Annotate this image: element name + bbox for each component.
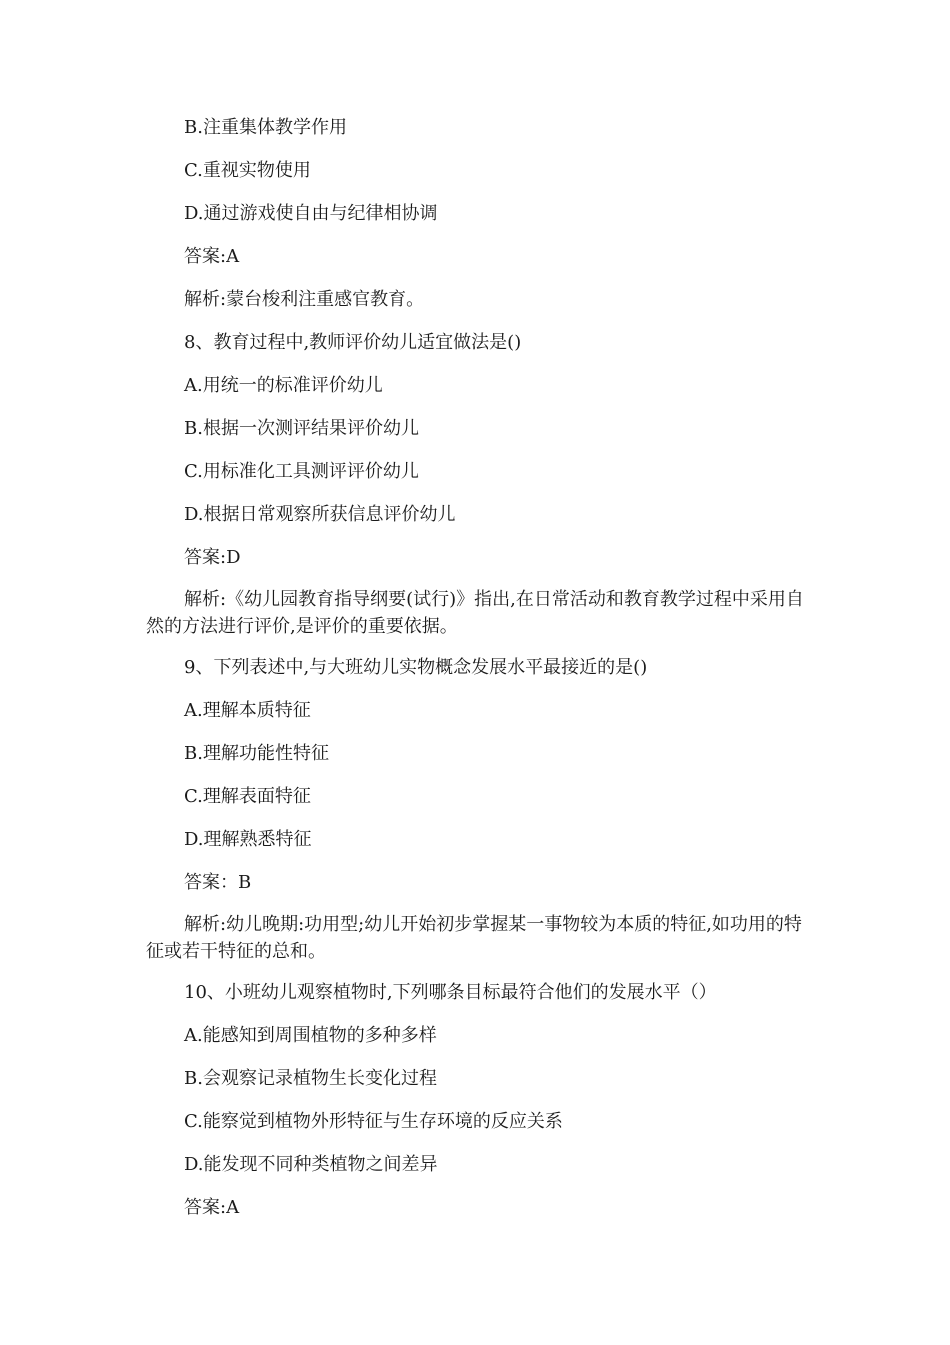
answer-q10: 答案:A xyxy=(184,1197,240,1218)
option-c-q8: C.用标准化工具测评评价幼儿 xyxy=(184,461,419,482)
answer-q8: 答案:D xyxy=(184,547,241,568)
explanation-q8: 解析:《幼儿园教育指导纲要(试行)》指出,在日常活动和教育教学过程中采用自然的方法进行评价,是评价的重要依据。 xyxy=(146,589,804,637)
option-b-q10: B.会观察记录植物生长变化过程 xyxy=(184,1068,437,1089)
option-d-q8: D.根据日常观察所获信息评价幼儿 xyxy=(184,504,456,525)
option-c-q9: C.理解表面特征 xyxy=(184,786,311,807)
option-c-q10: C.能察觉到植物外形特征与生存环境的反应关系 xyxy=(184,1111,563,1132)
answer-q7: 答案:A xyxy=(184,246,240,267)
option-b-q7: B.注重集体教学作用 xyxy=(184,117,347,138)
option-d-q10: D.能发现不同种类植物之间差异 xyxy=(184,1154,438,1175)
explanation-q9: 解析:幼儿晚期:功用型;幼儿开始初步掌握某一事物较为本质的特征,如功用的特征或若干特征的总和。 xyxy=(146,914,802,962)
option-a-q8: A.用统一的标准评价幼儿 xyxy=(184,375,383,396)
option-c-q7: C.重视实物使用 xyxy=(184,160,311,181)
option-d-q7: D.通过游戏使自由与纪律相协调 xyxy=(184,203,438,224)
question-9: 9、下列表述中,与大班幼儿实物概念发展水平最接近的是() xyxy=(184,657,648,678)
question-8: 8、教育过程中,教师评价幼儿适宜做法是() xyxy=(184,332,522,353)
option-a-q9: A.理解本质特征 xyxy=(184,700,311,721)
option-b-q9: B.理解功能性特征 xyxy=(184,743,329,764)
option-d-q9: D.理解熟悉特征 xyxy=(184,829,312,850)
explanation-q7: 解析:蒙台梭利注重感官教育。 xyxy=(184,289,425,310)
option-b-q8: B.根据一次测评结果评价幼儿 xyxy=(184,418,419,439)
option-a-q10: A.能感知到周围植物的多种多样 xyxy=(184,1025,437,1046)
answer-q9: 答案：B xyxy=(184,872,252,893)
question-10: 10、小班幼儿观察植物时,下列哪条目标最符合他们的发展水平（） xyxy=(184,982,717,1003)
